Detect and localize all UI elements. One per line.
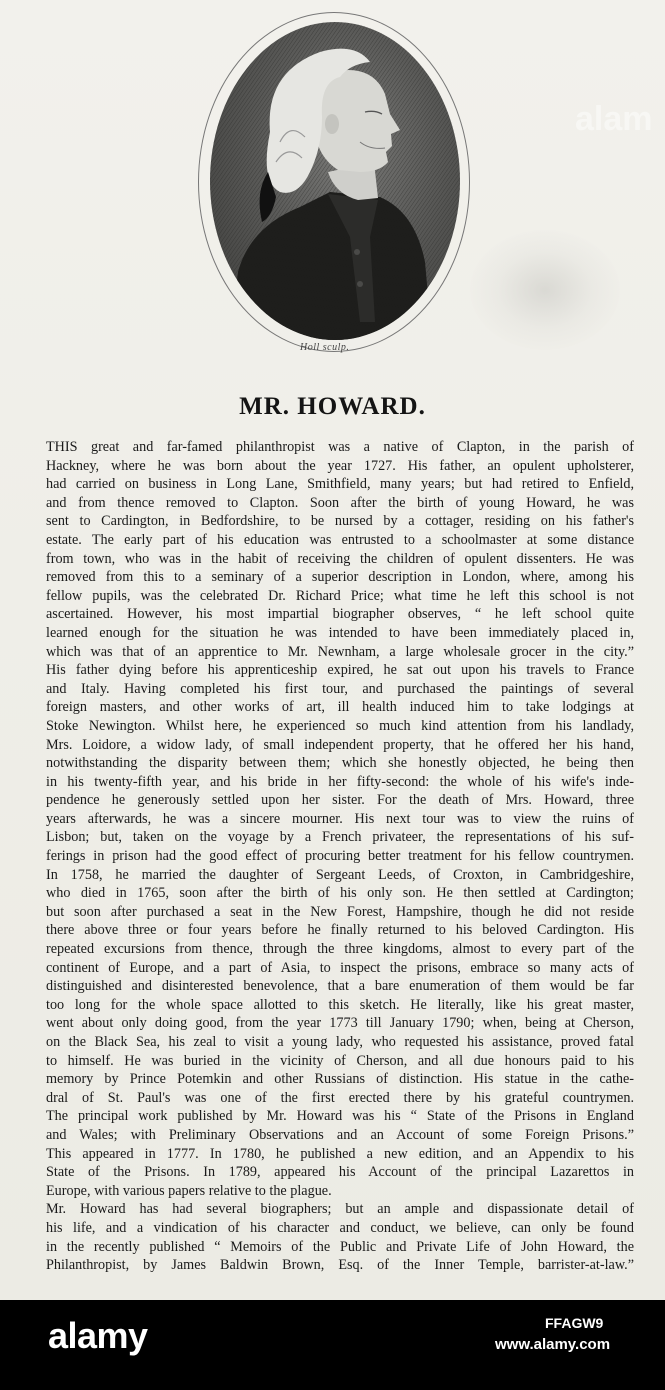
- text-line: there above three or four years before he finally returned to his beloved Cardington. His: [46, 922, 634, 939]
- text-line: his life, and a vindication of his character and conduct, we believe, can only be found: [46, 1219, 634, 1236]
- ghost-watermark: alam: [575, 100, 653, 138]
- text-line: foreign masters, and other works of art, ill health induced him to take lodgings at: [46, 699, 634, 716]
- text-line: continent of Europe, and a part of Asia, to inspect the prisons, embrace so many acts of: [46, 959, 634, 976]
- portrait-figure: [210, 22, 460, 340]
- biography-text: [46, 438, 634, 1275]
- text-line: pendence he generously settled upon her sister. For the death of Mrs. Howard, three: [46, 792, 634, 809]
- text-line: In 1758, he married the daughter of Sergeant Leeds, of Croxton, in Cambridgeshire,: [46, 866, 634, 883]
- text-line: Mr. Howard has had several biographers; but an ample and dispassionate detail of: [46, 1201, 634, 1218]
- text-line: in the recently published “ Memoirs of the Public and Private Life of John Howard, the: [46, 1238, 634, 1255]
- text-line: Philanthropist, by James Baldwin Brown, Esq. of the Inner Temple, barrister-at-law.”: [46, 1257, 634, 1274]
- text-line: This appeared in 1777. In 1780, he published a new edition, and an Appendix to his: [46, 1145, 634, 1162]
- text-line: and from thence removed to Clapton. Soon after the birth of young Howard, he was: [46, 494, 634, 511]
- text-line: fellow pupils, was the celebrated Dr. Richard Price; what time he left this school is not: [46, 587, 634, 604]
- text-line: estate. The early part of his education was entrusted to a schoolmaster at some distance: [46, 531, 634, 548]
- text-line: sent to Cardington, in Bedfordshire, to be nursed by a cottager, residing on his father's: [46, 513, 634, 530]
- watermark-bar: [0, 1300, 665, 1390]
- text-line: and Italy. Having completed his first tour, and purchased the paintings of several: [46, 680, 634, 697]
- text-line: years afterwards, he was a sincere mourner. His next tour was to view the ruins of: [46, 810, 634, 827]
- portrait-engraving: [210, 22, 460, 340]
- text-line: went about only doing good, from the year 1773 till January 1790; when, being at Cherson,: [46, 1015, 634, 1032]
- text-line: removed from this to a seminary of a superior description in London, where, among his: [46, 569, 634, 586]
- text-line: State of the Prisons. In 1789, appeared his Account of the principal Lazarettos in: [46, 1164, 634, 1181]
- watermark-url: www.alamy.com: [495, 1336, 611, 1353]
- text-line: His father dying before his apprenticeship expired, he sat out upon his travels to France: [46, 662, 634, 679]
- engraver-credit: Holl sculp.: [300, 342, 350, 353]
- text-line: but soon after purchased a seat in the New Forest, Hampshire, though he did not reside: [46, 903, 634, 920]
- text-line: Lisbon; but, taken on the voyage by a French privateer, the representations of his suf-: [46, 829, 634, 846]
- text-line: The principal work published by Mr. Howard was his “ State of the Prisons in England: [46, 1108, 634, 1125]
- text-line: Hackney, where he was born about the year 1727. His father, an opulent upholsterer,: [46, 457, 634, 474]
- image-id: FFAGW9: [545, 1315, 604, 1331]
- text-line: and Wales; with Preliminary Observations and an Account of some Foreign Prisons.”: [46, 1126, 634, 1143]
- text-line: on the Black Sea, his zeal to visit a young lady, who requested his assistance, proved fatal: [46, 1034, 634, 1050]
- text-line: who died in 1765, soon after the birth of his only son. He then settled at Cardington;: [46, 885, 634, 902]
- text-line: Europe, with various papers relative to the plague.: [46, 1182, 332, 1199]
- text-line: ferings in prison had the good effect of procuring better treatment for his fellow countrymen.: [46, 848, 634, 865]
- text-line: distinguished and disinterested benevolence, that a bare enumeration of them would be far: [46, 978, 634, 995]
- text-line: Stoke Newington. Whilst here, he experienced so much kind attention from his landlady,: [46, 717, 634, 734]
- text-line: repeated excursions from thence, through the three kingdoms, almost to every part of the: [46, 941, 634, 958]
- text-line: THIS great and far-famed philanthropist was a native of Clapton, in the parish of: [46, 439, 634, 455]
- text-line: memory by Prince Potemkin and other Russians of distinction. His statue in the cathe-: [46, 1071, 634, 1088]
- text-line: Mrs. Loidore, a widow lady, of small independent property, that he offered her his hand,: [46, 736, 634, 753]
- text-line: notwithstanding the disparity between them; which she honestly objected, he being then: [46, 755, 634, 772]
- text-line: dral of St. Paul's was one of the first erected there by his grateful countrymen.: [46, 1089, 634, 1106]
- text-line: had carried on business in Long Lane, Smithfield, many years; but had retired to Enfield,: [46, 476, 634, 493]
- text-line: ascertained. However, his most impartial biographer observes, “ he left school quite: [46, 606, 634, 623]
- text-line: from town, who was in the habit of receiving the children of opulent dissenters. He was: [46, 550, 634, 567]
- paper-stain: [470, 230, 620, 350]
- text-line: to himself. He was buried in the vicinity of Cherson, and all due honours paid to his: [46, 1052, 634, 1069]
- watermark-logo: alamy: [48, 1315, 148, 1356]
- page-title: MR. HOWARD.: [239, 393, 426, 420]
- text-line: in his twenty-fifth year, and his bride in her fifty-second: the whole of his wife's inde-: [46, 773, 634, 790]
- text-line: learned enough for the situation he was intended to have been immediately placed in,: [46, 624, 634, 641]
- text-line: too long for the whole space allotted to this sketch. He literally, like his great master,: [46, 996, 634, 1013]
- text-line: which was that of an apprentice to Mr. Newnham, a large wholesale grocer in the city.”: [46, 643, 634, 660]
